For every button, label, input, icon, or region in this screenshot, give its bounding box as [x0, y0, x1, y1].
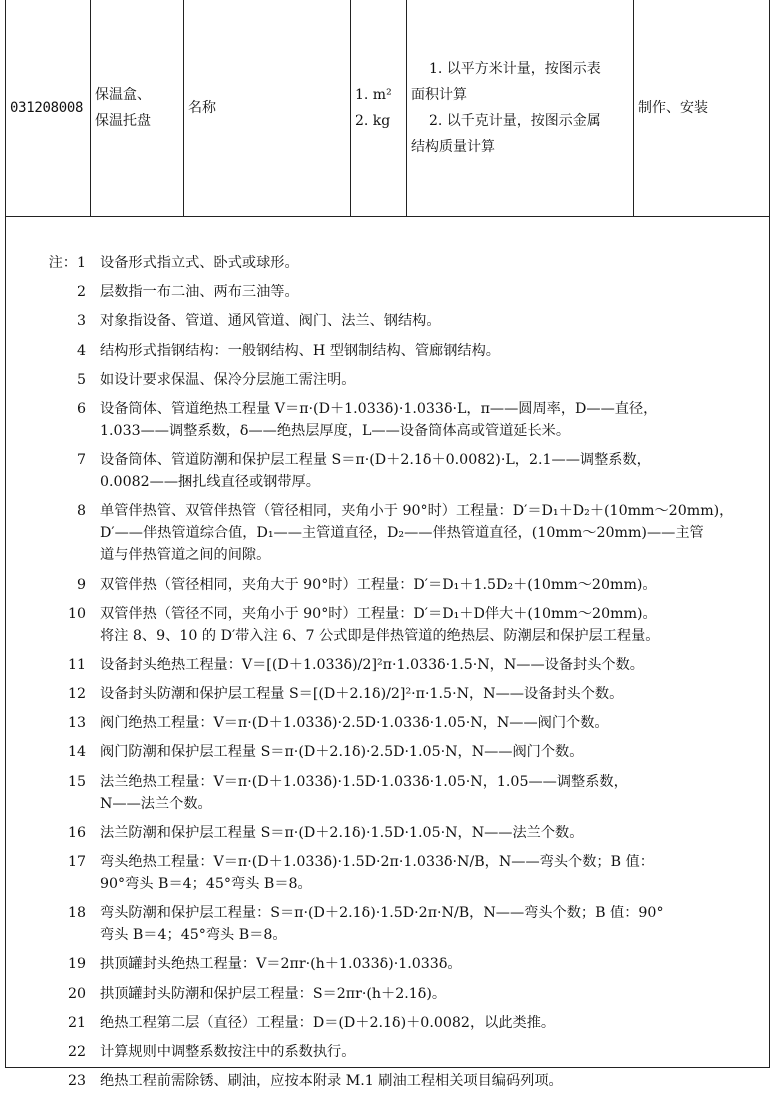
note-item: [46, 822, 766, 844]
note-item: [46, 310, 766, 332]
note-item: [46, 851, 766, 895]
note-text: 弯头 B＝4；45°弯头 B＝8。: [100, 927, 287, 944]
note-text: 设备封头绝热工程量：V＝[(D＋1.033δ)/2]²π·1.033δ·1.5·N，N——设备封头个数。: [100, 656, 644, 673]
note-text: 设备封头防潮和保护层工程量 S＝[(D＋2.1δ)/2]²·π·1.5·N，N——设备封头个数。: [100, 686, 624, 703]
note-number: 9: [76, 576, 86, 593]
rule-line: 面积计算: [411, 87, 467, 103]
note-text: 层数指一布二油、两布三油等。: [100, 284, 299, 301]
note-text: 0.0082——捆扎线直径或钢带厚。: [100, 474, 320, 491]
note-number: 5: [76, 371, 86, 388]
note-text: 法兰绝热工程量：V＝π·(D＋1.033δ)·1.5D·1.033δ·1.05·N，1.05——调整系数，: [100, 773, 628, 790]
note-item: [46, 369, 766, 391]
note-item: [46, 1012, 766, 1034]
item-units: [351, 0, 407, 217]
note-text: N——法兰个数。: [100, 795, 212, 812]
note-number: 13: [67, 715, 86, 732]
note-item: [46, 1041, 766, 1063]
rule-line: 结构质量计算: [411, 139, 495, 155]
note-number: 16: [67, 824, 86, 841]
note-number: 2: [76, 284, 86, 301]
note-item: [46, 712, 766, 734]
note-text: 双管伴热（管径相同，夹角大于 90°时）工程量：D′＝D₁＋1.5D₂＋(10mm～20mm)。: [100, 576, 657, 593]
note-text: 阀门防潮和保护层工程量 S＝π·(D＋2.1δ)·2.5D·1.05·N，N——阀门个数。: [100, 744, 584, 761]
note-number: 12: [67, 686, 86, 703]
note-text: 对象指设备、管道、通风管道、阀门、法兰、钢结构。: [100, 313, 441, 330]
notes-section: [46, 252, 766, 1099]
note-number: 22: [67, 1043, 86, 1060]
unit-line: 2. kg: [355, 113, 391, 129]
note-text: 将注 8、9、10 的 D′带入注 6、7 公式即是伴热管道的绝热层、防潮层和保护层工程量。: [100, 627, 660, 644]
note-text: 如设计要求保温、保冷分层施工需注明。: [100, 371, 356, 388]
note-number: 15: [67, 773, 86, 790]
note-text: 绝热工程第二层（直径）工程量：D＝(D＋2.1δ)＋0.0082，以此类推。: [100, 1014, 556, 1031]
item-code: 031208008: [6, 0, 91, 217]
note-text: 道与伴热管道之间的间隙。: [100, 547, 271, 564]
rule-line: 1. 以平方米计量，按图示表: [429, 61, 601, 77]
note-item: [46, 398, 766, 442]
note-item: [46, 983, 766, 1005]
note-number: 10: [67, 605, 86, 622]
note-text: D′——伴热管道综合值，D₁——主管道直径，D₂——伴热管道直径，(10mm～20mm)——主管: [100, 525, 704, 542]
item-name-line: 保温托盘: [95, 113, 151, 129]
note-item: [46, 654, 766, 676]
item-name-line: 保温盒、: [95, 87, 151, 103]
note-number: 8: [76, 503, 86, 520]
note-item: [46, 281, 766, 303]
note-item: [46, 449, 766, 493]
note-item: [46, 953, 766, 975]
note-item: [46, 1070, 766, 1092]
note-text: 1.033——调整系数，δ——绝热层厚度，L——设备筒体高或管道延长米。: [100, 422, 571, 439]
item-work: 制作、安装: [634, 0, 770, 217]
note-text: 设备筒体、管道防潮和保护层工程量 S＝π·(D＋2.1δ＋0.0082)·L，2.1——调整系数，: [100, 452, 651, 469]
spec-table: [5, 0, 770, 217]
note-text: 计算规则中调整系数按注中的系数执行。: [100, 1043, 356, 1060]
note-number: 19: [67, 956, 86, 973]
note-number: 4: [76, 342, 86, 359]
note-item: [46, 340, 766, 362]
note-text: 绝热工程前需除锈、刷油，应按本附录 M.1 刷油工程相关项目编码列项。: [100, 1073, 563, 1090]
note-text: 弯头绝热工程量：V＝π·(D＋1.033δ)·1.5D·2π·1.033δ·N/B，N——弯头个数；B 值：: [100, 854, 654, 870]
item-name: [91, 0, 184, 217]
note-text: 双管伴热（管径不同，夹角小于 90°时）工程量：D′＝D₁＋D伴大＋(10mm～20mm)。: [100, 605, 657, 622]
note-item: [46, 771, 766, 815]
note-item: [46, 574, 766, 596]
rule-line: 2. 以千克计量，按图示金属: [429, 113, 601, 129]
note-text: 结构形式指钢结构：一般钢结构、H 型钢制结构、管廊钢结构。: [100, 342, 500, 359]
note-number: 17: [67, 854, 86, 870]
note-number: 23: [67, 1073, 86, 1090]
note-number: 18: [67, 905, 86, 922]
note-item: [46, 500, 766, 566]
note-text: 弯头防潮和保护层工程量：S＝π·(D＋2.1δ)·1.5D·2π·N/B，N——弯头个数；B 值：90°: [100, 905, 664, 922]
note-number: 20: [67, 985, 86, 1002]
item-feature: 名称: [184, 0, 351, 217]
note-number: 3: [76, 313, 86, 330]
table-row: [6, 0, 770, 217]
note-text: 拱顶罐封头防潮和保护层工程量：S＝2πr·(h＋2.1δ)。: [100, 985, 447, 1002]
item-rules: [407, 0, 634, 217]
note-number: 注：1: [48, 255, 86, 271]
note-number: 11: [67, 656, 86, 673]
note-number: 14: [67, 744, 86, 761]
note-text: 90°弯头 B＝4；45°弯头 B＝8。: [100, 876, 312, 892]
note-text: 设备形式指立式、卧式或球形。: [100, 255, 299, 271]
note-number: 7: [76, 452, 86, 469]
note-text: 设备筒体、管道绝热工程量 V＝π·(D＋1.033δ)·1.033δ·L，π——圆周率，D——直径，: [100, 400, 658, 417]
note-text: 法兰防潮和保护层工程量 S＝π·(D＋2.1δ)·1.5D·1.05·N，N——法兰个数。: [100, 824, 584, 841]
note-number: 21: [67, 1014, 86, 1031]
note-item: [46, 741, 766, 763]
note-text: 阀门绝热工程量：V＝π·(D＋1.033δ)·2.5D·1.033δ·1.05·N，N——阀门个数。: [100, 715, 609, 732]
note-text: 单管伴热管、双管伴热管（管径相同，夹角小于 90°时）工程量：D′＝D₁＋D₂＋(10mm～20mm)，: [100, 503, 734, 520]
unit-line: 1. m²: [355, 87, 392, 103]
note-item: [46, 902, 766, 946]
note-text: 拱顶罐封头绝热工程量：V＝2πr·(h＋1.033δ)·1.033δ。: [100, 956, 462, 973]
note-item: [46, 252, 766, 274]
note-number: 6: [76, 400, 86, 417]
note-item: [46, 603, 766, 647]
note-item: [46, 683, 766, 705]
